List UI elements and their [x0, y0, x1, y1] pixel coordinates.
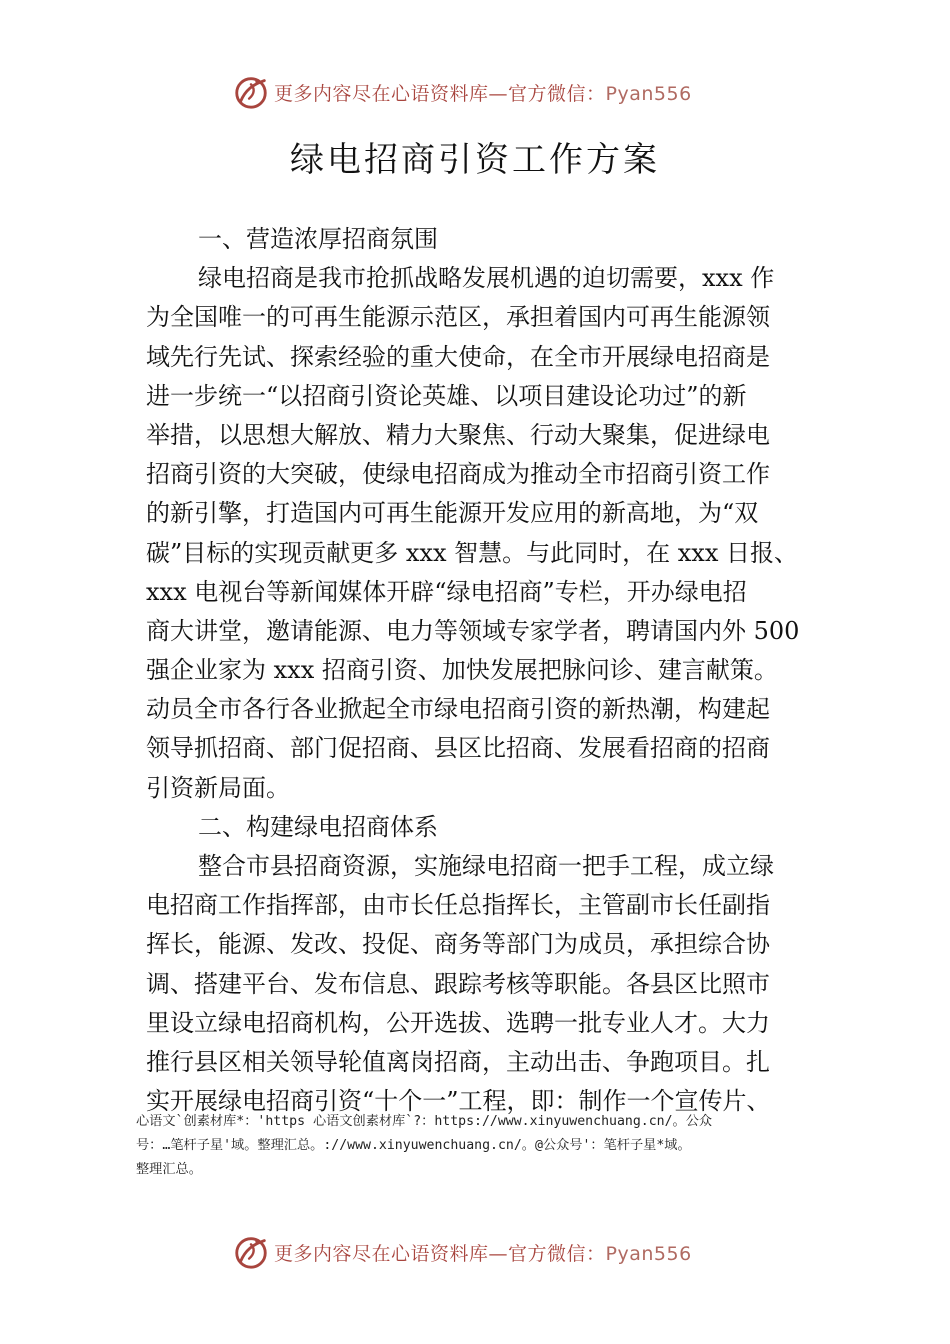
paragraph-line: 的新引擎，打造国内可再生能源开发应用的新高地，为“双	[146, 499, 759, 528]
paragraph-line: 强企业家为 xxx 招商引资、加快发展把脉问诊、建言献策。	[146, 656, 778, 685]
header-banner	[232, 72, 692, 112]
paragraph-line: 碳”目标的实现贡献更多 xxx 智慧。与此同时，在 xxx 日报、	[146, 538, 798, 567]
paragraph-line: 进一步统一“以招商引资论英雄、以项目建设论功过”的新	[146, 381, 747, 410]
section-heading-2: 二、构建绿电招商体系	[198, 812, 438, 841]
footnote-line: 整理汇总。	[136, 1162, 202, 1177]
paragraph-line: 挥长，能源、发改、投促、商务等部门为成员，承担综合协	[146, 930, 770, 959]
paragraph-line: 整合市县招商资源，实施绿电招商一把手工程，成立绿	[198, 852, 774, 880]
paragraph-line: 调、搭建平台、发布信息、跟踪考核等职能。各县区比照市	[146, 969, 770, 998]
paragraph-line: 引资新局面。	[146, 773, 290, 802]
section-1-paragraph	[146, 259, 816, 808]
footer-banner	[232, 1232, 692, 1272]
paragraph-line: 实开展绿电招商引资“十个一”工程，即：制作一个宣传片、	[146, 1087, 771, 1116]
brand-logo-icon	[232, 1233, 270, 1271]
banner-text-cn: 更多内容尽在心语资料库—官方微信：	[274, 82, 606, 105]
paragraph-line: 招商引资的大突破，使绿电招商成为推动全市招商引资工作	[146, 460, 770, 489]
footnote-line: 心语文`创素材库*：'https 心语文创素材库`?：https://www.xinyuwenchuang.cn/。公众	[136, 1114, 713, 1129]
section-2-paragraph	[146, 847, 816, 1121]
paragraph-line: 电招商工作指挥部，由市长任总指挥长，主管副市长任副指	[146, 891, 770, 920]
brand-logo-icon	[232, 73, 270, 111]
paragraph-line: 绿电招商是我市抢抓战略发展机遇的迫切需要，xxx 作	[198, 264, 775, 293]
paragraph-line: 领导抓招商、部门促招商、县区比招商、发展看招商的招商	[146, 734, 770, 763]
paragraph-line: 域先行先试、探索经验的重大使命，在全市开展绿电招商是	[146, 342, 770, 371]
banner-wechat-id: Pyan556	[605, 1242, 692, 1265]
paragraph-line: 里设立绿电招商机构，公开选拔、选聘一批专业人才。大力	[146, 1008, 770, 1037]
document-title: 绿电招商引资工作方案	[290, 140, 660, 180]
paragraph-line: 举措，以思想大解放、精力大聚焦、行动大聚集，促进绿电	[146, 420, 770, 449]
paragraph-line: 商大讲堂，邀请能源、电力等领域专家学者，聘请国内外 500	[146, 616, 800, 645]
footnote	[136, 1110, 846, 1182]
banner-wechat-id: Pyan556	[605, 82, 692, 105]
footnote-line: 号：…笔杆子星'域。整理汇总。://www.xinyuwenchuang.cn/。@公众号'：笔杆子星*域。	[136, 1138, 691, 1153]
paragraph-line: 动员全市各行各业掀起全市绿电招商引资的新热潮，构建起	[146, 695, 770, 724]
header-banner-text	[274, 79, 692, 106]
paragraph-line: 为全国唯一的可再生能源示范区，承担着国内可再生能源领	[146, 303, 770, 332]
paragraph-line: 推行县区相关领导轮值离岗招商，主动出击、争跑项目。扎	[146, 1047, 770, 1076]
footer-banner-text	[274, 1239, 692, 1266]
document-body	[146, 220, 816, 1121]
paragraph-line: xxx 电视台等新闻媒体开辟“绿电招商”专栏，开办绿电招	[146, 577, 747, 606]
banner-text-cn: 更多内容尽在心语资料库—官方微信：	[274, 1242, 606, 1265]
section-heading-1: 一、营造浓厚招商氛围	[198, 225, 438, 253]
